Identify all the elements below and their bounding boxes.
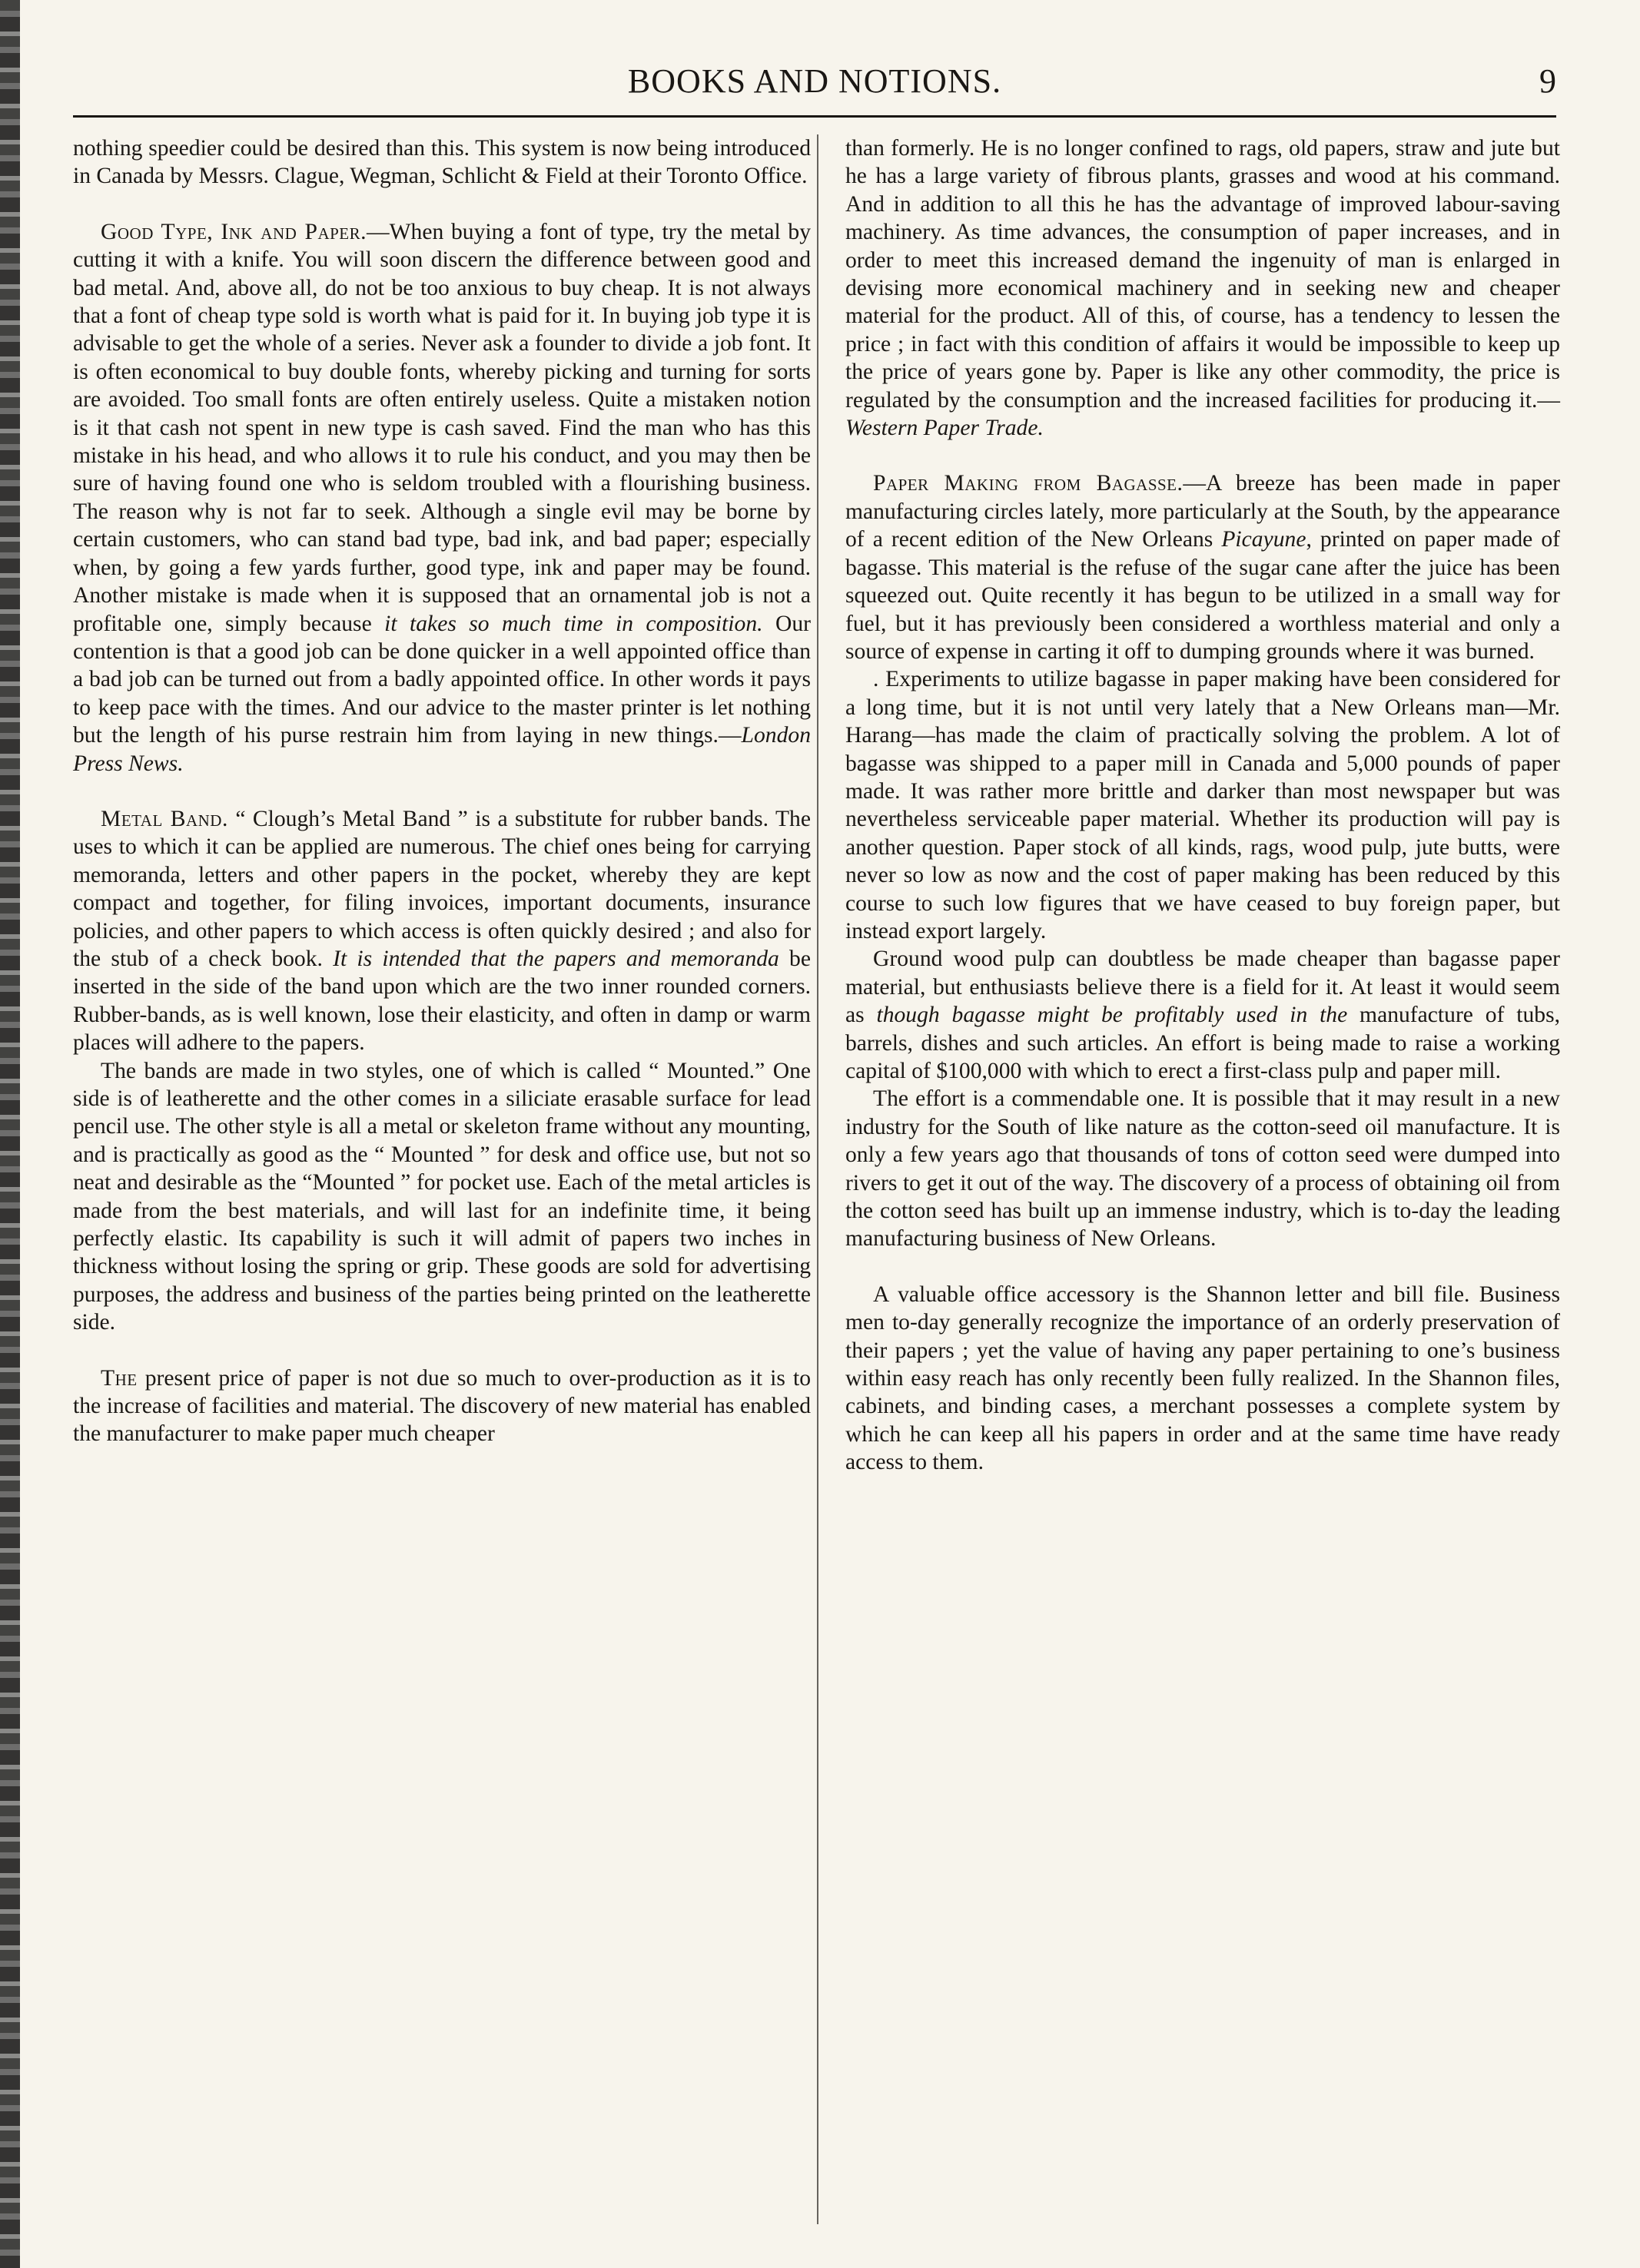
page-title: BOOKS AND NOTIONS. bbox=[627, 62, 1002, 100]
article-bagasse bbox=[845, 469, 1560, 665]
article-source: London Press News. bbox=[73, 723, 811, 776]
article-paragraph bbox=[845, 945, 1560, 1085]
article-good-type bbox=[73, 218, 811, 778]
article-heading: Good Type, Ink and Paper. bbox=[101, 219, 367, 244]
article-source: Western Paper Trade. bbox=[845, 416, 1044, 441]
article-italic-text: though bagasse might be profitably used in the bbox=[876, 1003, 1348, 1028]
article-paragraph: The effort is a commendable one. It is possible that it may result in a new industry for the South of like nature as the cotton-seed oil manufacture. It is only a few years ago that thousands of tons of cotton seed were dumped into rivers to get it out of the way. The discovery of a process of obtaining oil from the cotton seed has built up an immense industry, which is to-day the leading manufacturing business of New Orleans. bbox=[845, 1086, 1560, 1252]
article-text: Ground wood pulp can doubtless be made cheaper than bagasse paper material, but enthusiasts believe there is a field for it. At least it would seem as bbox=[845, 947, 1560, 1028]
article-paragraph: . Experiments to utilize bagasse in paper making have been considered for a long time, but it is not until very lately that a New Orleans man—Mr. Harang—has made the claim of practically solving the problem. A lot of bagasse was shipped to a paper mill in Canada and 5,000 pounds of paper made. It was rather more brittle and darker than most newspaper but was nevertheless serviceable paper material. Whether its production will pay is another question. Paper stock of all kinds, rags, wood pulp, jute butts, were never so low as now and the cost of paper making has been reduced by this course to such low figures that we have ceased to buy foreign paper, but instead export largely. bbox=[845, 667, 1560, 943]
right-column bbox=[845, 134, 1560, 1477]
page-number: 9 bbox=[1539, 62, 1556, 100]
article-paragraph: The bands are made in two styles, one of which is called “ Mounted.” One side is of leatherette and the other comes in a siliciate erasable surface for lead pencil use. The other style is all a metal or skeleton frame without any mounting, and is practically as good as the “ Mounted ” for desk and office use, but not so neat and desirable as the “Mounted ” for pocket use. Each of the metal articles is made from the best materials, and will last for an indefinite time, it being perfectly elastic. Its capability is such it will admit of papers two inches in thickness without losing the spring or grip. These goods are sold for advertising purposes, the address and business of the parties being printed on the leatherette side. bbox=[73, 1058, 811, 1335]
article-lead-word: The bbox=[101, 1365, 138, 1391]
article-continuation bbox=[845, 134, 1560, 442]
article-text: —A breeze has been made in paper manufacturing circles lately, more particularly at the South, by the appearance of a recent edition of the New Orleans bbox=[845, 471, 1560, 552]
article-heading: Metal Band. bbox=[101, 806, 228, 831]
article-italic-text: it takes so much time in composition. bbox=[384, 611, 763, 636]
page-header bbox=[73, 61, 1556, 115]
article-text: be inserted in the side of the band upon which are the two inner rounded corners. Rubber-bands, as is well known, lose their elasticity, and often in damp or warm places will adhere to the papers. bbox=[73, 946, 811, 1056]
newspaper-name: Picayune bbox=[1221, 527, 1306, 552]
article-text: present price of paper is not due so much to over-production as it is to the increase of facilities and material. The discovery of new material has enabled the manufacturer to make paper much cheaper bbox=[73, 1365, 811, 1447]
article-metal-band bbox=[73, 805, 811, 1057]
article-continuation: nothing speedier could be desired than this. This system is now being introduced in Canada by Messrs. Clague, Wegman, Schlicht & Field at their Toronto Office. bbox=[73, 136, 811, 189]
article-paper-price bbox=[73, 1364, 811, 1448]
article-text: —When buying a font of type, try the metal by cutting it with a knife. You will soon discern the difference between good and bad metal. And, above all, do not be too anxious to buy cheap. It is not always that a font of cheap type sold is worth what is paid for it. In buying job type it is advisable to get the whole of a series. Never ask a founder to divide a job font. It is often economical to buy double fonts, whereby picking and turning for sorts are avoided. Too small fonts are often entirely useless. Quite a mistaken notion is it that cash not spent in new type is cash saved. Find the man who has this mistake in his head, and who allows it to rule his conduct, and you may then be sure of having found one who is seldom troubled with a flourishing business. The reason why is not far to seek. Although a single evil may be borne by certain customers, who can stand bad type, bad ink, and bad paper; especially when, by going a few yards further, good type, ink and paper may be found. Another mistake is made when it is supposed that an ornamental job is not a profitable one, simply because bbox=[73, 219, 811, 636]
article-text: Our contention is that a good job can be done quicker in a well appointed office than a bad job can be turned out from a badly appointed office. In other words it pays to keep pace with the times. And our advice to the master printer is let nothing but the length of his purse restrain him from laying in new things.— bbox=[73, 611, 811, 748]
left-column bbox=[73, 134, 811, 1448]
article-text: than formerly. He is no longer confined to rags, old papers, straw and jute but he has a large variety of fibrous plants, grasses and wood at his command. And in addition to all this he has the advantage of improved labour-saving machinery. As time advances, the consumption of paper increases, and in order to meet this increased demand the ingenuity of man is enlarged in devising more economical machinery and in seeking new and cheaper material for the product. All of this, of course, has a tendency to lessen the price ; in fact with this condition of affairs it would be impossible to keep up the price of years gone by. Paper is like any other commodity, the price is regulated by the consumption and the increased facilities for producing it.— bbox=[845, 136, 1560, 413]
article-shannon-file: A valuable office accessory is the Shannon letter and bill file. Business men to-day generally recognize the importance of an orderly preservation of their papers ; yet the value of having any paper pertaining to one’s business within easy reach has only recently been fully realized. In the Shannon files, cabinets, and binding cases, a merchant possesses a complete system by which he can keep all his papers in order and at the same time have ready access to them. bbox=[845, 1282, 1560, 1475]
scan-edge-shadow bbox=[0, 0, 20, 2268]
header-rule bbox=[73, 115, 1556, 118]
article-text: manufacture of tubs, barrels, dishes and such articles. An effort is being made to raise a working capital of $100,000 with which to erect a first-class pulp and paper mill. bbox=[845, 1003, 1560, 1083]
article-text: “ Clough’s Metal Band ” is a substitute for rubber bands. The uses to which it can be applied are numerous. The chief ones being for carrying memoranda, letters and other papers in the pocket, whereby they are kept compact and together, for filing invoices, important documents, insurance policies, and other papers to which access is often quickly desired ; and also for the stub of a check book. bbox=[73, 806, 811, 971]
column-divider bbox=[817, 134, 818, 2224]
article-italic-text: It is intended that the papers and memoranda bbox=[333, 946, 779, 971]
article-text: , printed on paper made of bagasse. This material is the refuse of the sugar cane after the juice has been squeezed out. Quite recently it has begun to be utilized in a small way for fuel, but it has previously been considered a worthless material and only a source of expense in carting it off to dumping grounds where it was burned. bbox=[845, 527, 1560, 664]
article-heading: Paper Making from Bagasse. bbox=[873, 471, 1184, 496]
